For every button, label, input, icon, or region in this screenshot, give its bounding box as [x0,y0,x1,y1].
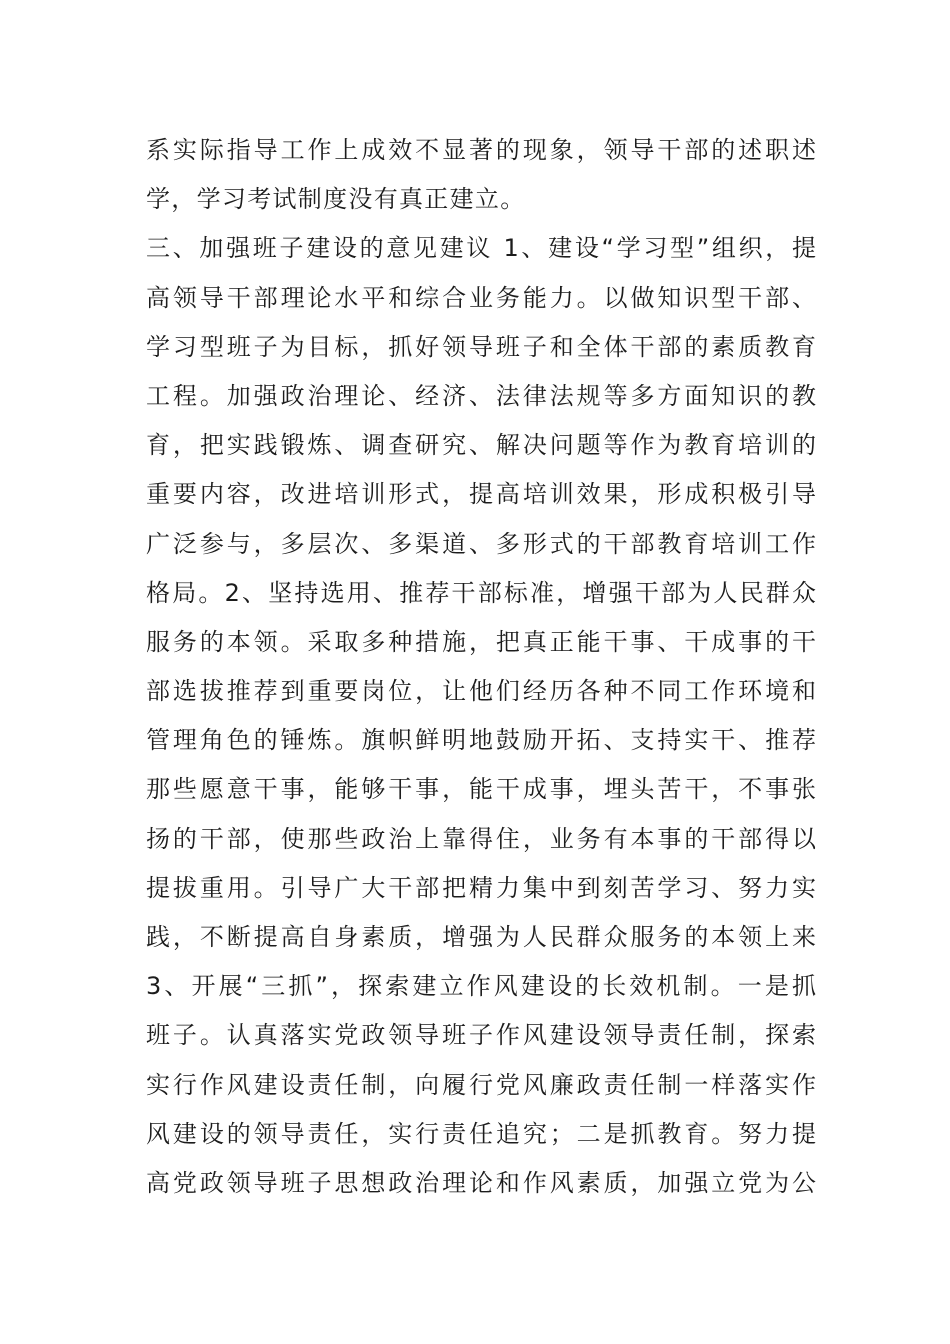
text-line: 广泛参与，多层次、多渠道、多形式的干部教育培训工作 [146,529,816,558]
text-line: 那些愿意干事，能够干事，能干成事，埋头苦干，不事张 [146,775,816,804]
text-line: 服务的本领。采取多种措施，把真正能干事、干成事的干 [146,627,816,656]
text-line: 部选拔推荐到重要岗位，让他们经历各种不同工作环境和 [146,677,816,706]
text-line: 班子。认真落实党政领导班子作风建设领导责任制，探索 [146,1021,816,1050]
text-line: 工程。加强政治理论、经济、法律法规等多方面知识的教 [146,381,816,410]
text-line: 格局。2、坚持选用、推荐干部标准，增强干部为人民群众 [146,578,816,607]
text-line: 三、加强班子建设的意见建议 1、建设“学习型”组织，提 [146,234,816,263]
text-line: 践，不断提高自身素质，增强为人民群众服务的本领上来 [146,923,816,951]
body-text [146,126,816,1208]
text-line: 3、开展“三抓”，探索建立作风建设的长效机制。一是抓 [146,972,816,1001]
text-line: 高党政领导班子思想政治理论和作风素质，加强立党为公 [146,1168,816,1197]
text-line: 系实际指导工作上成效不显著的现象，领导干部的述职述 [146,136,816,164]
text-line: 育，把实践锻炼、调查研究、解决问题等作为教育培训的 [146,431,816,460]
text-line: 风建设的领导责任，实行责任追究；二是抓教育。努力提 [146,1119,816,1148]
text-line: 提拔重用。引导广大干部把精力集中到刻苦学习、努力实 [146,873,816,902]
text-line: 学习型班子为目标，抓好领导班子和全体干部的素质教育 [146,332,816,361]
text-line: 高领导干部理论水平和综合业务能力。以做知识型干部、 [146,283,816,312]
text-line: 重要内容，改进培训形式，提高培训效果，形成积极引导 [146,480,816,509]
text-line: 学，学习考试制度没有真正建立。 [146,185,526,214]
text-line: 管理角色的锤炼。旗帜鲜明地鼓励开拓、支持实干、推荐 [146,726,816,755]
text-line: 扬的干部，使那些政治上靠得住，业务有本事的干部得以 [146,824,816,853]
text-line: 实行作风建设责任制，向履行党风廉政责任制一样落实作 [146,1070,816,1099]
